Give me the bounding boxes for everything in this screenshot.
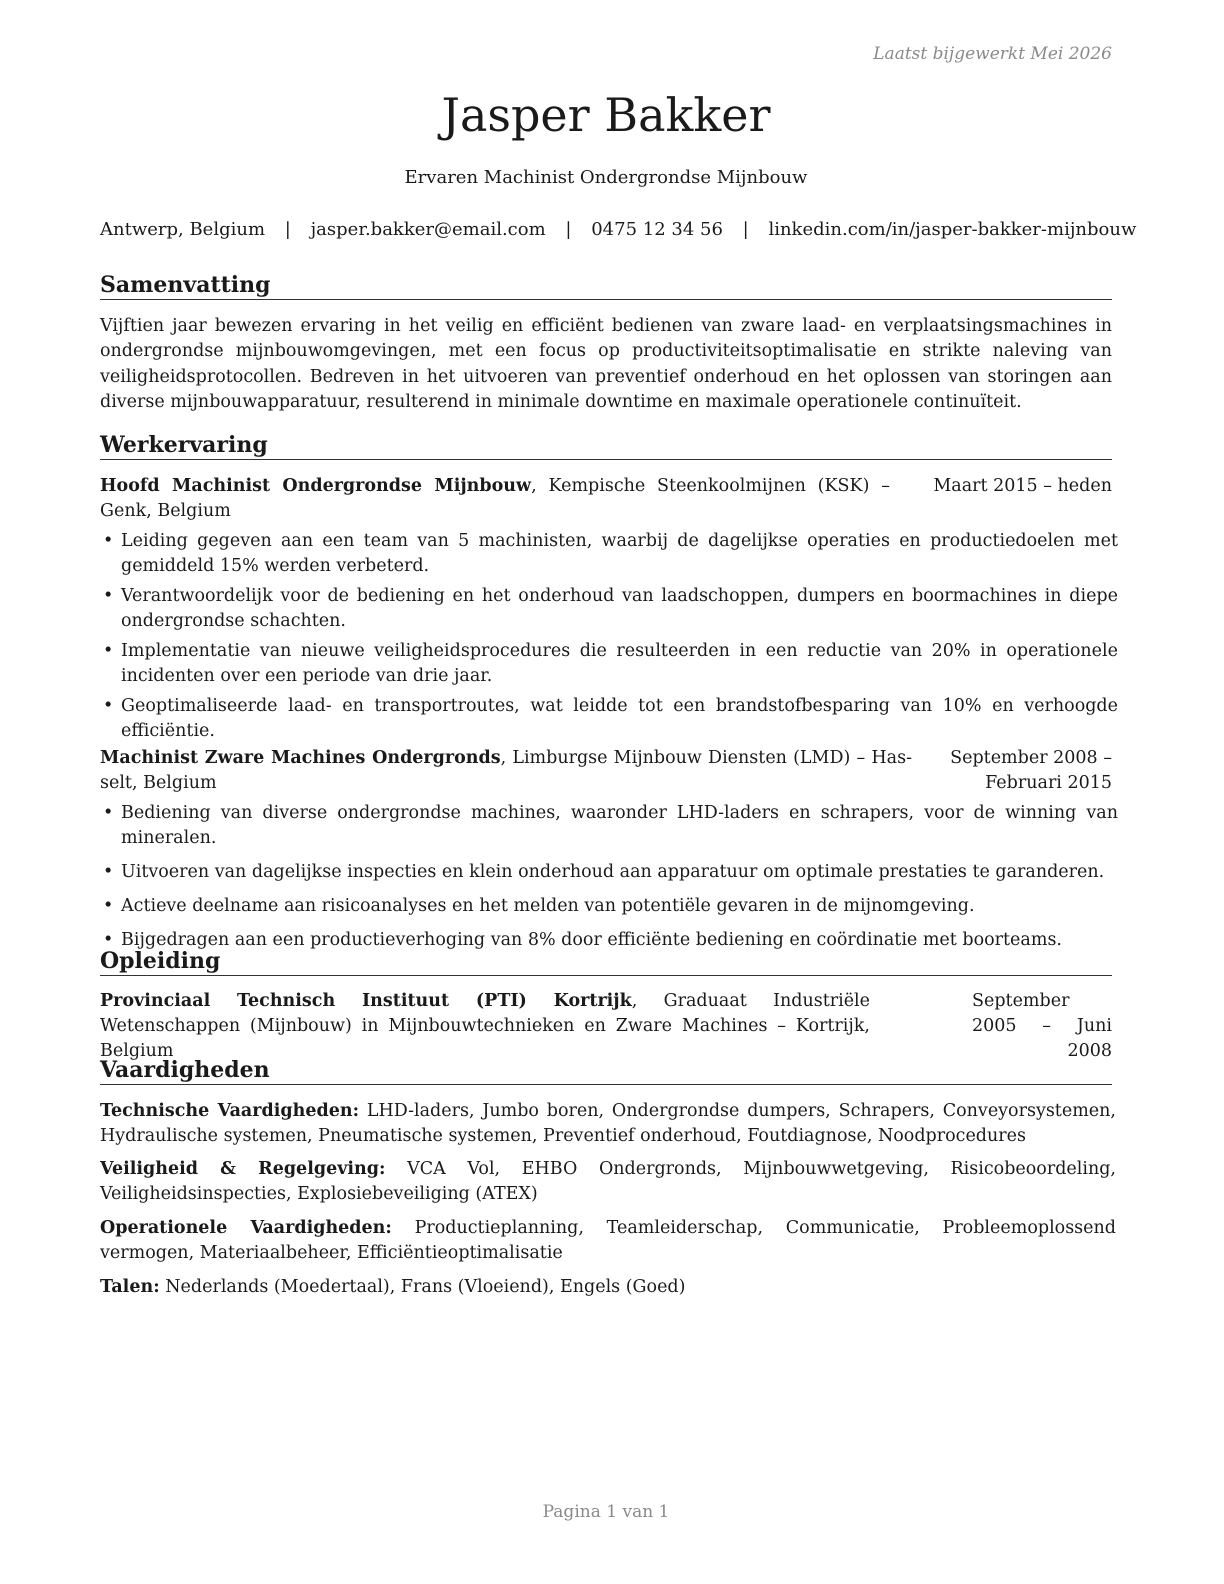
- education-heading: [100, 989, 870, 1064]
- skill-group: [100, 1275, 1116, 1300]
- skill-group-label: Talen:: [100, 1277, 160, 1297]
- job-heading: [100, 746, 912, 796]
- section-title-skills: Vaardigheden: [100, 1056, 1112, 1085]
- last-updated: Laatst bijgewerkt Mei 2026: [873, 44, 1112, 64]
- job-header: [100, 474, 1112, 524]
- list-item: • Verantwoordelijk voor de bediening en het onderhoud van laadschoppen, dumpers en boormachines in diepe ondergrondse schachten.: [100, 584, 1118, 634]
- skill-group-label: Operationele Vaardigheden:: [100, 1218, 392, 1238]
- job-header: [100, 746, 1112, 796]
- contact-email[interactable]: jasper.bakker@email.com: [310, 219, 546, 240]
- contact-phone: 0475 12 34 56: [591, 219, 723, 240]
- list-item: • Leiding gegeven aan een team van 5 machinisten, waarbij de dagelijkse operaties en productiedoelen met gemiddeld 15% werden verbeterd.: [100, 529, 1118, 579]
- contact-location: Antwerp, Belgium: [100, 219, 266, 240]
- job-bullets: [100, 801, 1118, 953]
- job-organization: , Limburgse Mijnbouw Diensten (LMD) – Has- selt, Belgium: [100, 748, 912, 793]
- candidate-name: Jasper Bakker: [441, 88, 771, 142]
- skill-group-text: Nederlands (Moedertaal), Frans (Vloeiend), Engels (Goed): [165, 1277, 686, 1297]
- contact-separator: |: [742, 219, 749, 240]
- contact-line: [100, 219, 1137, 240]
- job-bullets: [100, 529, 1118, 744]
- job-role: Hoofd Machinist Ondergrondse Mijnbouw: [100, 476, 532, 496]
- education-school: Provinciaal Technisch Instituut (PTI) Kortrijk: [100, 991, 632, 1011]
- skill-group-text: Productieplanning, Teamleiderschap, Communicatie, Probleemoplossend vermogen, Materiaalbeheer, Efficiëntieoptimalisatie: [100, 1218, 1116, 1264]
- contact-separator: |: [284, 219, 291, 240]
- job-dates: September 2008 – Februari 2015: [950, 748, 1112, 793]
- section-title-experience: Werkervaring: [100, 431, 1112, 460]
- list-item: • Bijgedragen aan een productieverhoging van 8% door efficiënte bediening en coördinatie met boorteams.: [100, 928, 1118, 953]
- section-title-summary: Samenvatting: [100, 271, 1112, 300]
- list-item: • Uitvoeren van dagelijkse inspecties en klein onderhoud aan apparatuur om optimale prestaties te garanderen.: [100, 860, 1118, 885]
- job-heading: [100, 474, 890, 524]
- summary-text: Vijftien jaar bewezen ervaring in het veilig en efficiënt bedienen van zware laad- en verplaatsingsmachines in ondergrondse mijnbouwomgevingen, met een focus op productiviteitsoptimalisatie en strikte naleving van veiligheidsprotocollen. Bedreven in het uitvoeren van preventief onderhoud en het oplossen van storingen aan diverse mijnbouwapparatuur, resulterend in minimale downtime en maximale operationele continuïteit.: [100, 316, 1112, 412]
- skill-group-label: Technische Vaardigheden:: [100, 1101, 360, 1121]
- skill-group-text: LHD-laders, Jumbo boren, Ondergrondse dumpers, Schrapers, Conveyorsystemen, Hydraulische systemen, Pneumatische systemen, Preventief onderhoud, Foutdiagnose, Noodprocedures: [100, 1101, 1116, 1147]
- job-role: Machinist Zware Machines Ondergronds: [100, 748, 501, 768]
- list-item: • Implementatie van nieuwe veiligheidsprocedures die resulteerden in een reductie van 20% in operationele incidenten over een periode van drie jaar.: [100, 639, 1118, 689]
- contact-linkedin[interactable]: linkedin.com/in/jasper-bakker-mijnbouw: [768, 219, 1137, 240]
- contact-separator: |: [565, 219, 572, 240]
- skill-group: [100, 1216, 1116, 1267]
- job-organization: , Kempische Steenkoolmijnen (KSK) – Genk, Belgium: [100, 476, 890, 521]
- list-item: • Geoptimaliseerde laad- en transportroutes, wat leidde tot een brandstofbesparing van 10% en verhoogde efficiëntie.: [100, 694, 1118, 744]
- education-entry: [100, 989, 1112, 1064]
- skill-group: [100, 1099, 1116, 1150]
- section-title-education: Opleiding: [100, 947, 1112, 976]
- skill-group-label: Veiligheid & Regelgeving:: [100, 1159, 386, 1179]
- education-detail: , Graduaat Industriële Wetenschappen (Mijnbouw) in Mijnbouwtechnieken en Zware Machines – Kortrijk, Belgium: [100, 991, 871, 1061]
- list-item: • Actieve deelname aan risicoanalyses en het melden van potentiële gevaren in de mijnomgeving.: [100, 894, 1118, 919]
- page-number: Pagina 1 van 1: [542, 1502, 670, 1522]
- resume-page: [100, 0, 1137, 1584]
- list-item: • Bediening van diverse ondergrondse machines, waaronder LHD-laders en schrapers, voor de winning van mineralen.: [100, 801, 1118, 851]
- education-dates: September 2005 – Juni 2008: [972, 991, 1112, 1061]
- skill-group: [100, 1157, 1116, 1208]
- job-dates: Maart 2015 – heden: [933, 476, 1112, 496]
- candidate-title: Ervaren Machinist Ondergrondse Mijnbouw: [404, 167, 808, 188]
- skill-group-text: VCA Vol, EHBO Ondergronds, Mijnbouwwetgeving, Risicobeoordeling, Veiligheidsinspecties, Explosiebeveiliging (ATEX): [100, 1159, 1116, 1205]
